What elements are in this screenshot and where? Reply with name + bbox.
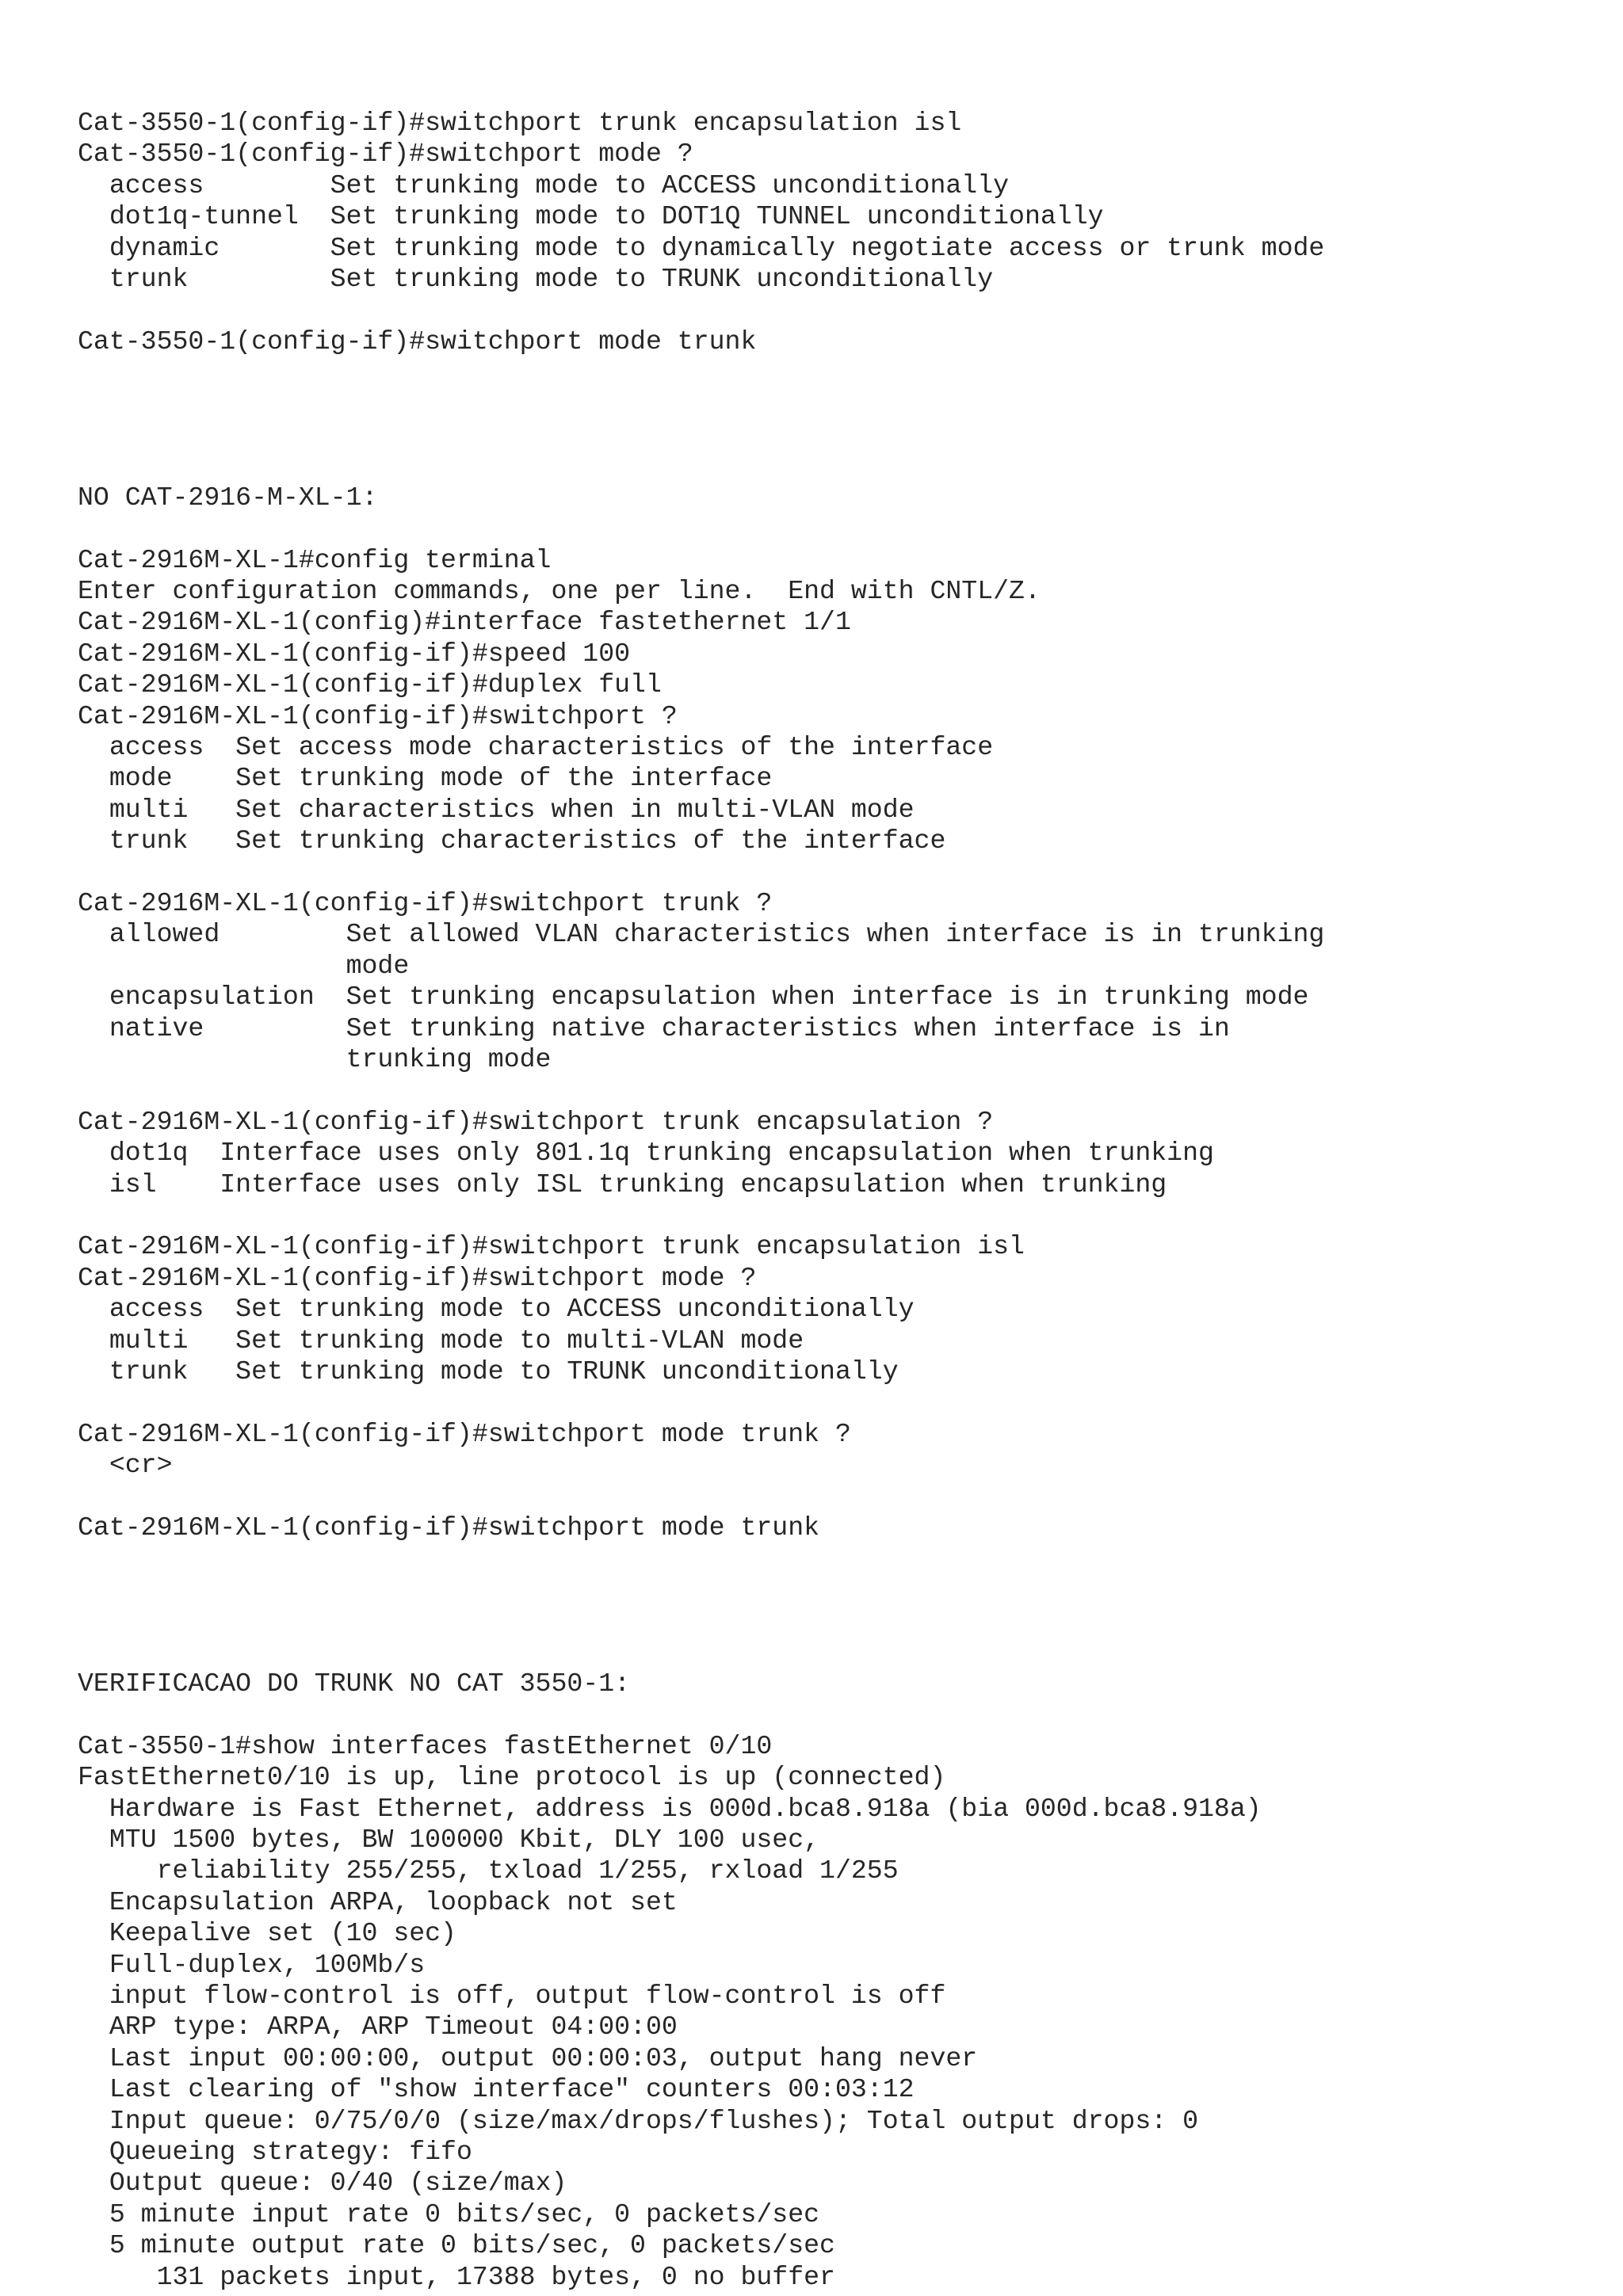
terminal-line: Queueing strategy: fifo: [78, 2137, 472, 2167]
terminal-line: 5 minute input rate 0 bits/sec, 0 packets/sec: [78, 2199, 820, 2229]
terminal-line: multi Set characteristics when in multi-VLAN mode: [78, 794, 915, 825]
terminal-line: trunk Set trunking mode to TRUNK unconditionally: [78, 264, 994, 294]
terminal-line: access Set trunking mode to ACCESS unconditionally: [78, 1294, 915, 1325]
terminal-line: dot1q-tunnel Set trunking mode to DOT1Q TUNNEL unconditionally: [78, 201, 1104, 232]
terminal-line: Input queue: 0/75/0/0 (size/max/drops/flushes); Total output drops: 0: [78, 2105, 1199, 2136]
terminal-line: Last clearing of "show interface" counters 00:03:12: [78, 2074, 915, 2105]
terminal-line: Cat-3550-1(config-if)#switchport mode ?: [78, 139, 693, 170]
terminal-line: allowed Set allowed VLAN characteristics when interface is in trunking: [78, 919, 1325, 950]
terminal-line: Hardware is Fast Ethernet, address is 000d.bca8.918a (bia 000d.bca8.918a): [78, 1793, 1262, 1824]
terminal-line: Cat-2916M-XL-1(config-if)#speed 100: [78, 638, 631, 669]
terminal-line: Cat-2916M-XL-1(config-if)#switchport trunk encapsulation isl: [78, 1231, 1025, 1262]
terminal-line: Cat-2916M-XL-1(config-if)#switchport mode ?: [78, 1262, 757, 1293]
terminal-line: native Set trunking native characteristics when interface is in: [78, 1013, 1230, 1043]
terminal-line: mode: [78, 950, 410, 981]
terminal-line: Output queue: 0/40 (size/max): [78, 2168, 567, 2199]
terminal-line: Cat-2916M-XL-1#config terminal: [78, 544, 552, 575]
terminal-line: Cat-2916M-XL-1(config-if)#switchport ?: [78, 700, 678, 731]
terminal-line: trunking mode: [78, 1044, 552, 1074]
terminal-line: 5 minute output rate 0 bits/sec, 0 packets/sec: [78, 2230, 835, 2261]
terminal-line: Full-duplex, 100Mb/s: [78, 1949, 426, 1980]
terminal-line: multi Set trunking mode to multi-VLAN mode: [78, 1325, 804, 1356]
terminal-line: FastEthernet0/10 is up, line protocol is up (connected): [78, 1762, 946, 1793]
terminal-line: Last input 00:00:00, output 00:00:03, output hang never: [78, 2042, 978, 2073]
terminal-line: Cat-2916M-XL-1(config-if)#switchport mode trunk: [78, 1512, 820, 1543]
terminal-line: Enter configuration commands, one per line. End with CNTL/Z.: [78, 576, 1041, 606]
terminal-line: mode Set trunking mode of the interface: [78, 763, 773, 794]
terminal-line: Encapsulation ARPA, loopback not set: [78, 1886, 678, 1917]
terminal-line: dot1q Interface uses only 801.1q trunking encapsulation when trunking: [78, 1138, 1214, 1169]
terminal-line: Cat-3550-1#show interfaces fastEthernet 0/10: [78, 1730, 773, 1761]
terminal-line: Cat-2916M-XL-1(config-if)#switchport trunk encapsulation ?: [78, 1106, 994, 1137]
terminal-line: access Set access mode characteristics of the interface: [78, 732, 994, 762]
terminal-line: Cat-2916M-XL-1(config)#interface fastethernet 1/1: [78, 607, 851, 638]
terminal-line: access Set trunking mode to ACCESS unconditionally: [78, 170, 1010, 200]
terminal-line: Cat-3550-1(config-if)#switchport mode trunk: [78, 326, 757, 357]
terminal-line: VERIFICACAO DO TRUNK NO CAT 3550-1:: [78, 1669, 631, 1699]
terminal-line: input flow-control is off, output flow-control is off: [78, 1981, 946, 2011]
terminal-line: NO CAT-2916-M-XL-1:: [78, 482, 378, 513]
terminal-line: reliability 255/255, txload 1/255, rxload 1/255: [78, 1855, 899, 1886]
terminal-line: Keepalive set (10 sec): [78, 1918, 456, 1949]
terminal-line: ARP type: ARPA, ARP Timeout 04:00:00: [78, 2012, 678, 2042]
terminal-line: 131 packets input, 17388 bytes, 0 no buffer: [78, 2261, 835, 2292]
terminal-line: encapsulation Set trunking encapsulation when interface is in trunking mode: [78, 982, 1309, 1013]
terminal-line: Cat-2916M-XL-1(config-if)#switchport trunk ?: [78, 888, 773, 918]
terminal-line: isl Interface uses only ISL trunking encapsulation when trunking: [78, 1169, 1167, 1199]
terminal-line: dynamic Set trunking mode to dynamically negotiate access or trunk mode: [78, 232, 1325, 263]
terminal-line: Cat-2916M-XL-1(config-if)#switchport mode trunk ?: [78, 1418, 851, 1449]
terminal-line: Cat-2916M-XL-1(config-if)#duplex full: [78, 669, 662, 700]
terminal-line: trunk Set trunking mode to TRUNK unconditionally: [78, 1356, 899, 1386]
terminal-line: MTU 1500 bytes, BW 100000 Kbit, DLY 100 usec,: [78, 1825, 820, 1855]
terminal-line: trunk Set trunking characteristics of the interface: [78, 826, 946, 856]
terminal-line: Cat-3550-1(config-if)#switchport trunk encapsulation isl: [78, 108, 962, 138]
terminal-line: <cr>: [78, 1450, 173, 1481]
